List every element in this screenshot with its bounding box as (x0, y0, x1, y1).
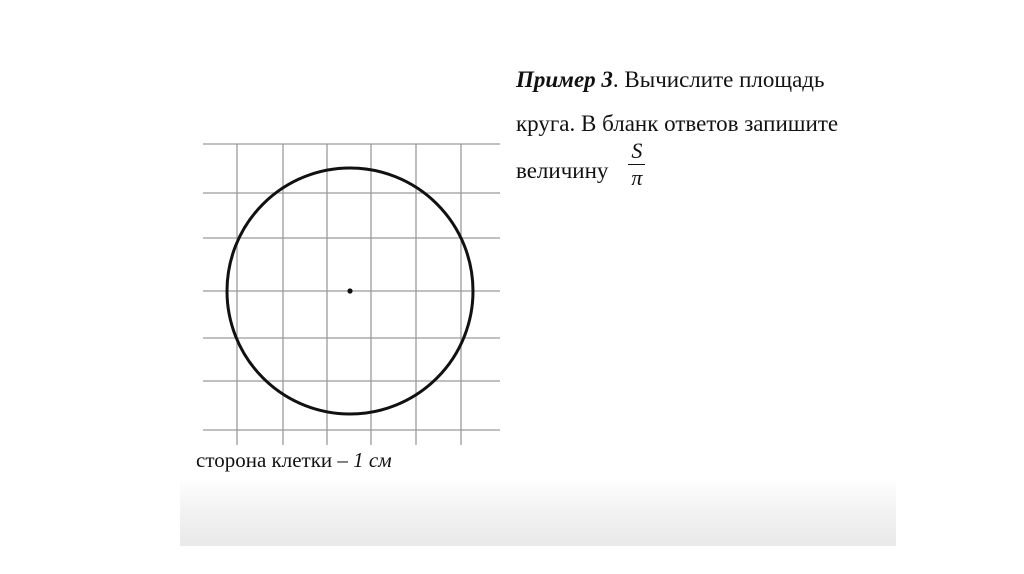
problem-line-1 (516, 58, 896, 102)
circle-center-point (347, 288, 352, 293)
caption-prefix: сторона клетки – (196, 448, 354, 472)
problem-text-3: величину (516, 157, 609, 183)
fraction-numerator: S (628, 138, 645, 165)
problem-text-1: . Вычислите площадь (612, 67, 825, 92)
grid (203, 144, 500, 445)
fraction-s-over-pi (628, 138, 645, 191)
problem-line-3 (516, 138, 896, 199)
example-label: Пример 3 (516, 67, 613, 92)
fraction-denominator: π (631, 165, 643, 190)
caption-value: 1 см (353, 448, 392, 472)
problem-statement (516, 58, 896, 199)
grid-caption (196, 448, 392, 473)
problem-line-2: круга. В бланк ответов запишите (516, 111, 839, 136)
